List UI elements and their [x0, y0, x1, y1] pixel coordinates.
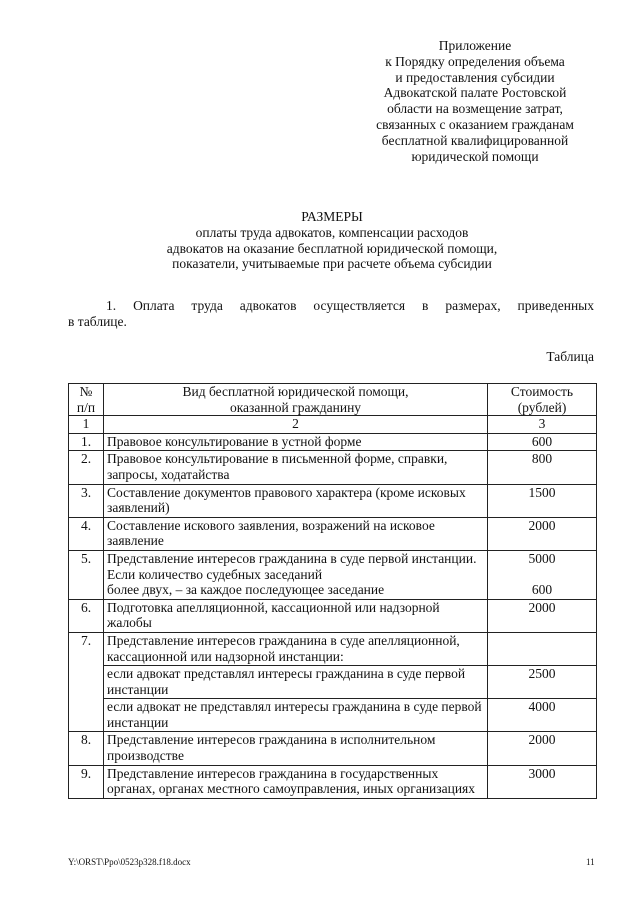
- table-row: [69, 550, 597, 599]
- table-caption: Таблица: [546, 349, 594, 364]
- row-text: Правовое консультирование в письменной форме, справки, запросы, ходатайства: [104, 451, 488, 484]
- paragraph-line: 1. Оплата труда адвокатов осуществляется в размерах, приведенных: [106, 298, 594, 313]
- row-cost: 2000: [488, 732, 597, 765]
- row-text-part: более двух, – за каждое последующее заседание: [107, 582, 385, 598]
- title-heading: РАЗМЕРЫ: [301, 209, 363, 224]
- rates-table: [68, 383, 597, 799]
- appendix-line: юридической помощи: [411, 148, 539, 164]
- row-cost: 3000: [488, 765, 597, 798]
- appendix-line: Приложение: [438, 38, 512, 53]
- subrow-cost: 2500: [488, 666, 597, 699]
- row-text: Составление искового заявления, возражений на исковое заявление: [104, 517, 488, 550]
- title-line: адвокатов на оказание бесплатной юридической помощи,: [166, 240, 498, 256]
- row-cost: 600: [488, 433, 597, 451]
- index-cell: 2: [104, 416, 488, 434]
- appendix-line: области на возмещение затрат,: [387, 101, 563, 117]
- row-cost: 2000: [488, 517, 597, 550]
- row-text: Представление интересов гражданина в исполнительном производстве: [104, 732, 488, 765]
- table-row: [69, 433, 597, 451]
- title-line: показатели, учитываемые при расчете объема субсидии: [172, 256, 492, 272]
- row-text: Подготовка апелляционной, кассационной или надзорной жалобы: [104, 599, 488, 632]
- document-title: [0, 209, 640, 272]
- table-row: [69, 517, 597, 550]
- file-path: Y:\ORST\Ppo\0523p328.f18.docx: [68, 857, 191, 867]
- table-row: [69, 451, 597, 484]
- subrow-text: если адвокат представлял интересы гражданина в суде первой инстанции: [104, 666, 488, 699]
- row-cost: 2000: [488, 599, 597, 632]
- paragraph-1: [68, 298, 594, 330]
- table-row: [69, 599, 597, 632]
- appendix-block: [350, 38, 600, 164]
- page-number: 11: [586, 857, 595, 867]
- title-line: оплаты труда адвокатов, компенсации расходов: [195, 224, 469, 240]
- row-num: 4.: [69, 517, 104, 550]
- appendix-line: Адвокатской палате Ростовской: [383, 85, 567, 101]
- row-num: 6.: [69, 599, 104, 632]
- header-type: Вид бесплатной юридической помощи, оказанной гражданину: [104, 384, 488, 416]
- header-num: № п/п: [69, 384, 104, 416]
- row-num: 1.: [69, 433, 104, 451]
- index-cell: 1: [69, 416, 104, 434]
- appendix-line: и предоставления субсидии: [395, 69, 555, 85]
- table-header-row: [69, 384, 597, 416]
- row-num: 8.: [69, 732, 104, 765]
- subrow-cost: 4000: [488, 699, 597, 732]
- row-cost-part: 5000: [528, 550, 556, 566]
- row-cost: 1500: [488, 484, 597, 517]
- table-subrow: [69, 699, 597, 732]
- appendix-line: связанных с оказанием гражданам: [376, 116, 574, 132]
- row-text-part: Представление интересов гражданина в суде первой инстанции. Если количество судебных заседаний: [107, 550, 477, 582]
- table-subrow: [69, 666, 597, 699]
- table-row: [69, 765, 597, 798]
- appendix-line: к Порядку определения объема: [385, 53, 565, 69]
- paragraph-line: в таблице.: [68, 314, 127, 329]
- row-cost-part: 600: [531, 582, 553, 598]
- row-num: 9.: [69, 765, 104, 798]
- index-cell: 3: [488, 416, 597, 434]
- table-row: [69, 484, 597, 517]
- row-num: 7.: [69, 632, 104, 732]
- row-num: 5.: [69, 550, 104, 599]
- header-cost: Стоимость (рублей): [488, 384, 597, 416]
- row-text: Представление интересов гражданина в суде апелляционной, кассационной или надзорной инстанции:: [104, 632, 488, 665]
- row-text: Составление документов правового характера (кроме исковых заявлений): [104, 484, 488, 517]
- row-num: 3.: [69, 484, 104, 517]
- subrow-text: если адвокат не представлял интересы гражданина в суде первой инстанции: [104, 699, 488, 732]
- table-row: [69, 732, 597, 765]
- row-cost: [488, 550, 597, 599]
- table-index-row: [69, 416, 597, 434]
- table-row: [69, 632, 597, 665]
- row-cost: [488, 632, 597, 665]
- row-num: 2.: [69, 451, 104, 484]
- row-text: Правовое консультирование в устной форме: [104, 433, 488, 451]
- appendix-line: бесплатной квалифицированной: [381, 132, 569, 148]
- row-text: [104, 550, 488, 599]
- row-cost: 800: [488, 451, 597, 484]
- row-text: Представление интересов гражданина в государственных органах, органах местного самоуправления, иных организациях: [104, 765, 488, 798]
